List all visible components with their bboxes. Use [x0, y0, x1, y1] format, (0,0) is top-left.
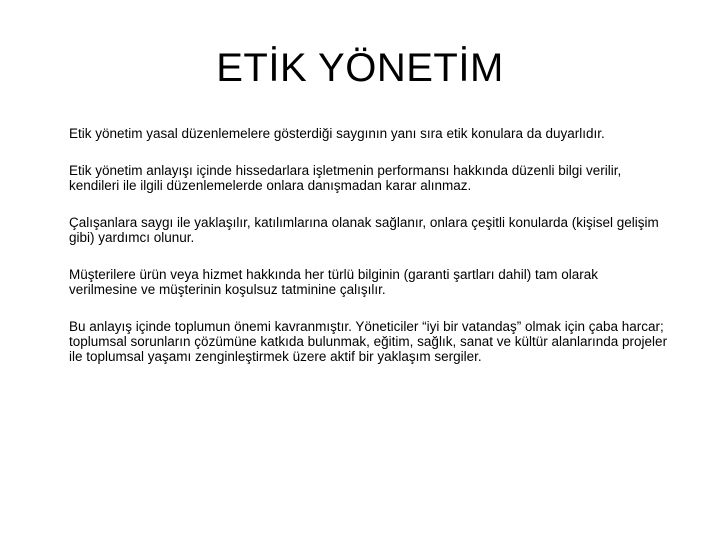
paragraph-5: Bu anlayış içinde toplumun önemi kavranmıştır. Yöneticiler “iyi bir vatandaş” olmak için çaba harcar; toplumsal sorunların çözümüne katkıda bulunmak, eğitim, sağlık, sanat ve kültür alanlarında projeler ile toplumsal yaşamı zenginleştirmek üzere aktif bir yaklaşım sergiler.: [69, 319, 668, 364]
slide-title: ETİK YÖNETİM: [216, 46, 504, 90]
paragraph-3: Çalışanlara saygı ile yaklaşılır, katılımlarına olanak sağlanır, onlara çeşitli konularda (kişisel gelişim gibi) yardımcı olunur.: [69, 215, 659, 245]
paragraph-2: Etik yönetim anlayışı içinde hissedarlara işletmenin performansı hakkında düzenli bilgi verilir, kendileri ile ilgili düzenlemelerde onlara danışmadan karar alınmaz.: [69, 163, 622, 193]
paragraph-1: Etik yönetim yasal düzenlemelere gösterdiği saygının yanı sıra etik konulara da duyarlıdır.: [69, 126, 605, 141]
paragraph-4: Müşterilere ürün veya hizmet hakkında her türlü bilginin (garanti şartları dahil) tam olarak verilmesine ve müşterinin koşulsuz tatminine çalışılır.: [69, 267, 598, 297]
slide-body: [69, 126, 669, 386]
